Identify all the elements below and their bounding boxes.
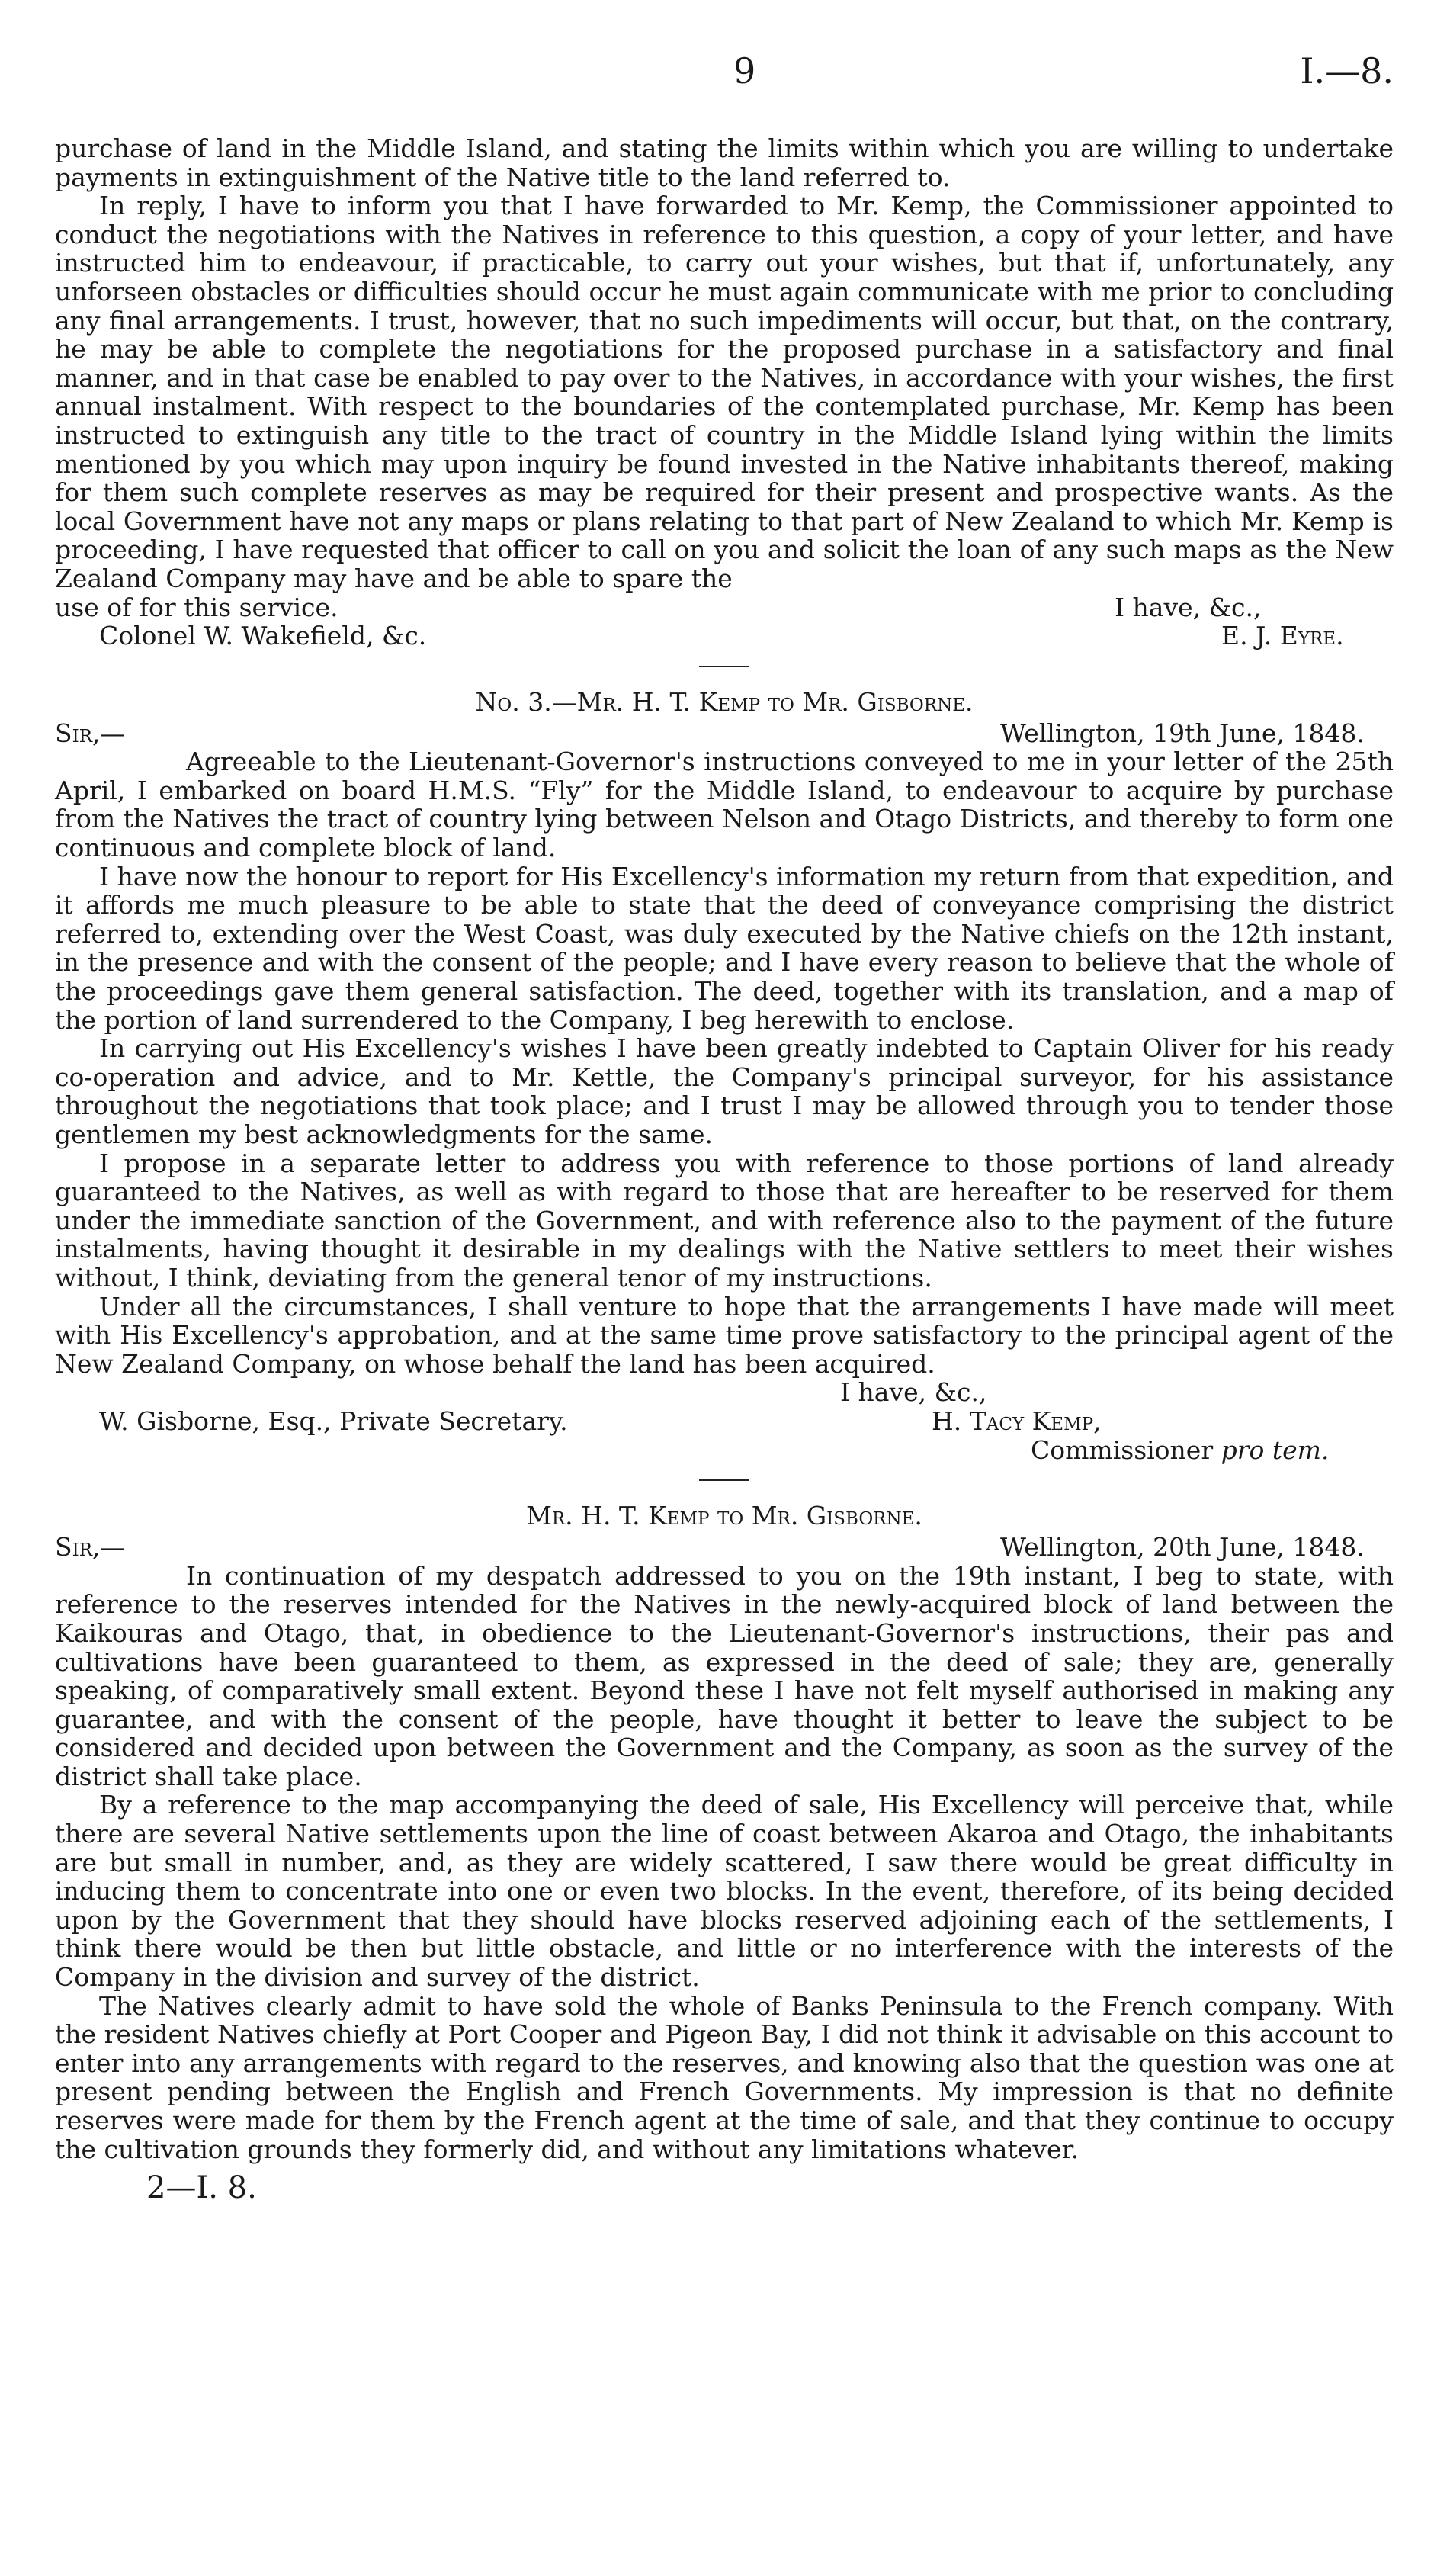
closing: I have, &c.,	[1115, 592, 1262, 622]
paragraph: I propose in a separate letter to address you with reference to those portions of land already guaranteed to the Natives, as well as with regard to those that are hereafter to be reserved for them under the immediate sanction of the Government, and with reference also to the payment of the future instalments, having thought it desirable in my dealings with the Native settlers to meet their wishes without, I think, deviating from the general tenor of my instructions.	[55, 1148, 1394, 1293]
letter-eyre-to-wakefield	[55, 134, 1394, 650]
signature-mark: 2—I. 8.	[146, 2170, 257, 2206]
section-divider	[699, 1479, 749, 1481]
section-divider	[699, 666, 749, 667]
paragraph: By a reference to the map accompanying the deed of sale, His Excellency will perceive that, while there are several Native settlements upon the line of coast between Akaroa and Otago, the inhabitants are but small in number, and, as they are widely scattered, I saw there would be great difficulty in inducing them to concentrate into one or even two blocks. In the event, therefore, of its being decided upon by the Government that they should have blocks reserved adjoining each of the settlements, I think there would be then but little obstacle, and little or no interference with the interests of the Company in the division and survey of the district.	[55, 1790, 1394, 1993]
paragraph: In carrying out His Excellency's wishes I have been greatly indebted to Captain Oliver for his ready co-operation and advice, and to Mr. Kettle, the Company's principal surveyor, for his assistance throughout the negotiations that took place; and I trust I may be allowed through you to tender those gentlemen my best acknowledgments for the same.	[55, 1033, 1394, 1149]
place-date: Wellington, 20th June, 1848.	[1000, 1532, 1365, 1563]
paragraph: I have now the honour to report for His Excellency's information my return from that expedition, and it affords me much pleasure to be able to state that the deed of conveyance comprising the district referred to, extending over the West Coast, was duly executed by the Native chiefs on the 12th instant, in the presence and with the consent of the people; and I have every reason to believe that the whole of the proceedings gave them general satisfaction. The deed, together with its translation, and a map of the portion of land surrendered to the Company, I beg herewith to enclose.	[55, 861, 1394, 1035]
addressee: Colonel W. Wakefield, &c.	[99, 621, 427, 651]
salutation: Sir,—	[55, 1532, 126, 1563]
paragraph: In continuation of my despatch addressed to you on the 19th instant, I beg to state, with reference to the reserves intended for the Natives in the newly-acquired block of land between the Kaikouras and Otago, that, in obedience to the Lieutenant-Governor's instructions, their pas and cultivations have been guaranteed to them, as expressed in the deed of sale; they are, generally speaking, of comparatively small extent. Beyond these I have not felt myself authorised in making any guarantee, and with the consent of the people, have thought it better to leave the subject to be considered and decided upon between the Government and the Company, as soon as the survey of the district shall take place.	[55, 1560, 1394, 1791]
place-date: Wellington, 19th June, 1848.	[1000, 718, 1365, 748]
letter-heading: No. 3.—Mr. H. T. Kemp to Mr. Gisborne.	[475, 686, 974, 717]
signatory-title: Commissioner pro tem.	[1031, 1434, 1330, 1465]
document-body	[55, 133, 1394, 2206]
page-number: 9	[733, 50, 756, 92]
salutation: Sir,—	[55, 718, 126, 748]
signature: E. J. Eyre.	[1221, 621, 1344, 651]
paragraph: In reply, I have to inform you that I have forwarded to Mr. Kemp, the Commissioner appointed to conduct the negotiations with the Natives in reference to this question, a copy of your letter, and have instructed him to endeavour, if practicable, to carry out your wishes, but that if, unfortunately, any unforseen obstacles or difficulties should occur he must again communicate with me prior to concluding any final arrangements. I trust, however, that no such impediments will occur, but that, on the contrary, he may be able to complete the negotiations for the proposed purchase in a satisfactory and final manner, and in that case be enabled to pay over to the Natives, in accordance with your wishes, the first annual instalment. With respect to the boundaries of the contemplated purchase, Mr. Kemp has been instructed to extinguish any title to the tract of country in the Middle Island lying within the limits mentioned by you which may upon inquiry be found invested in the Native inhabitants thereof, making for them such complete reserves as may be required for their present and prospective wants. As the local Government have not any maps or plans relating to that part of New Zealand to which Mr. Kemp is proceeding, I have requested that officer to call on you and solicit the loan of any such maps as the New Zealand Company may have and be able to spare the	[55, 191, 1394, 593]
paragraph-last-line: use of for this service.	[55, 592, 338, 622]
letter-heading: Mr. H. T. Kemp to Mr. Gisborne.	[526, 1501, 922, 1531]
addressee: W. Gisborne, Esq., Private Secretary.	[99, 1405, 568, 1436]
closing: I have, &c.,	[840, 1377, 987, 1408]
paragraph: Under all the circumstances, I shall venture to hope that the arrangements I have made will meet with His Excellency's approbation, and at the same time prove satisfactory to the principal agent of the New Zealand Company, on whose behalf the land has been acquired.	[55, 1291, 1394, 1379]
signature: H. Tacy Kemp,	[932, 1405, 1102, 1436]
page-header	[55, 50, 1394, 96]
letter-kemp-20-june	[55, 1499, 1394, 2163]
paragraph: The Natives clearly admit to have sold the whole of Banks Peninsula to the French company. With the resident Natives chiefly at Port Cooper and Pigeon Bay, I did not think it advisable on this account to enter into any arrangements with regard to the reserves, and knowing also that the question was one at present pending between the English and French Governments. My impression is that no definite reserves were made for them by the French agent at the time of sale, and that they continue to occupy the cultivation grounds they formerly did, and without any limitations whatever.	[55, 1990, 1394, 2164]
letter-kemp-19-june	[55, 686, 1394, 1464]
paragraph: Agreeable to the Lieutenant-Governor's instructions conveyed to me in your letter of the 25th April, I embarked on board H.M.S. “Fly” for the Middle Island, to endeavour to acquire by purchase from the Natives the tract of country lying between Nelson and Otago Districts, and thereby to form one continuous and complete block of land.	[55, 747, 1394, 863]
paper-reference: I.—8.	[1300, 50, 1394, 92]
paragraph: purchase of land in the Middle Island, and stating the limits within which you are willing to undertake payments in extinguishment of the Native title to the land referred to.	[55, 133, 1394, 192]
